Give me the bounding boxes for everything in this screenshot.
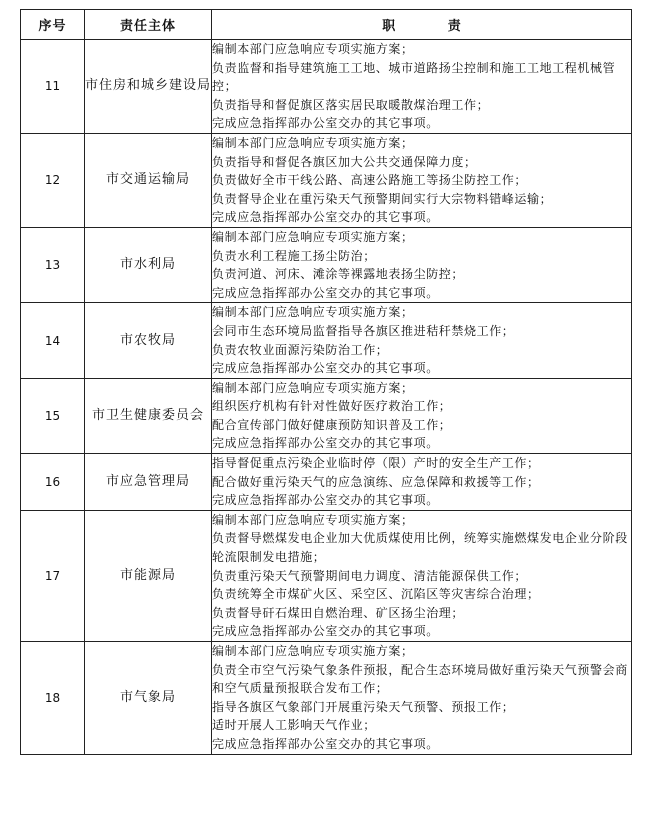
row-number: 12 <box>21 133 85 227</box>
duties-cell <box>212 133 632 227</box>
responsible-entity: 市气象局 <box>85 642 212 755</box>
duty-item: 负责指导和督促旗区落实居民取暖散煤治理工作； <box>212 97 490 112</box>
duty-item: 编制本部门应急响应专项实施方案； <box>212 229 414 244</box>
duty-item: 配合做好重污染天气的应急演练、应急保障和救援等工作； <box>212 474 540 489</box>
duty-item: 负责农牧业面源污染防治工作； <box>212 342 389 357</box>
header-duties <box>212 10 632 40</box>
duty-item: 完成应急指挥部办公室交办的其它事项。 <box>212 285 439 300</box>
duties-cell <box>212 303 632 378</box>
duty-item: 负责统筹全市煤矿火区、采空区、沉陷区等灾害综合治理； <box>212 587 540 602</box>
duty-table <box>20 9 632 755</box>
row-number: 11 <box>21 40 85 134</box>
duty-item: 编制本部门应急响应专项实施方案； <box>212 42 414 56</box>
table-row <box>21 133 632 227</box>
table-row <box>21 378 632 453</box>
duty-item: 负责水利工程施工扬尘防治； <box>212 248 376 263</box>
duty-item: 完成应急指挥部办公室交办的其它事项。 <box>212 361 439 376</box>
row-number: 16 <box>21 454 85 511</box>
duty-item: 完成应急指挥部办公室交办的其它事项。 <box>212 210 439 225</box>
duty-item: 会同市生态环境局监督指导各旗区推进秸秆禁烧工作； <box>212 323 515 338</box>
table-row <box>21 303 632 378</box>
header-entity-label: 责任主体 <box>119 19 176 34</box>
duty-item: 编制本部门应急响应专项实施方案； <box>212 644 414 658</box>
duties-cell <box>212 510 632 641</box>
header-duties-label: 职 责 <box>382 19 485 34</box>
row-number: 17 <box>21 510 85 641</box>
responsible-entity: 市水利局 <box>85 227 212 302</box>
duty-item: 负责做好全市干线公路、高速公路施工等扬尘防控工作； <box>212 173 528 188</box>
duty-item: 编制本部门应急响应专项实施方案； <box>212 380 414 395</box>
duties-cell <box>212 227 632 302</box>
responsible-entity: 市农牧局 <box>85 303 212 378</box>
duty-item: 负责监督和指导建筑施工工地、城市道路扬尘控制和施工工地工程机械管控； <box>212 60 616 94</box>
header-entity <box>85 10 212 40</box>
header-row <box>21 10 632 40</box>
duty-item: 负责指导和督促各旗区加大公共交通保障力度； <box>212 154 477 169</box>
row-number: 13 <box>21 227 85 302</box>
duty-item: 负责督导燃煤发电企业加大优质煤使用比例，统筹实施燃煤发电企业分阶段轮流限制发电措施； <box>212 531 628 565</box>
responsible-entity: 市交通运输局 <box>85 133 212 227</box>
responsible-entity: 市卫生健康委员会 <box>85 378 212 453</box>
duty-item: 负责督导企业在重污染天气预警期间实行大宗物料错峰运输； <box>212 191 553 206</box>
table-row <box>21 40 632 134</box>
duty-item: 组织医疗机构有针对性做好医疗救治工作； <box>212 399 452 414</box>
responsible-entity: 市应急管理局 <box>85 454 212 511</box>
table-row <box>21 642 632 755</box>
duty-item: 编制本部门应急响应专项实施方案； <box>212 305 414 320</box>
table-row <box>21 510 632 641</box>
row-number: 15 <box>21 378 85 453</box>
row-number: 14 <box>21 303 85 378</box>
header-no <box>21 10 85 40</box>
duty-item: 编制本部门应急响应专项实施方案； <box>212 512 414 527</box>
duty-item: 完成应急指挥部办公室交办的其它事项。 <box>212 624 439 639</box>
duties-cell <box>212 454 632 511</box>
header-no-label: 序号 <box>38 19 67 34</box>
duty-item: 编制本部门应急响应专项实施方案； <box>212 135 414 150</box>
duty-item: 完成应急指挥部办公室交办的其它事项。 <box>212 436 439 451</box>
duty-item: 指导督促重点污染企业临时停（限）产时的安全生产工作； <box>212 456 540 471</box>
duty-item: 配合宣传部门做好健康预防知识普及工作； <box>212 417 452 432</box>
responsible-entity: 市住房和城乡建设局 <box>85 40 212 134</box>
row-number: 18 <box>21 642 85 755</box>
responsible-entity: 市能源局 <box>85 510 212 641</box>
duties-cell <box>212 642 632 755</box>
duty-item: 适时开展人工影响天气作业； <box>212 718 376 733</box>
duties-cell <box>212 378 632 453</box>
table-row <box>21 227 632 302</box>
duty-item: 负责全市空气污染气象条件预报，配合生态环境局做好重污染天气预警会商和空气质量预报联合发布工作； <box>212 662 628 696</box>
duty-item: 负责重污染天气预警期间电力调度、清洁能源保供工作； <box>212 568 528 583</box>
duty-item: 完成应急指挥部办公室交办的其它事项。 <box>212 736 439 751</box>
table-row <box>21 454 632 511</box>
duties-cell <box>212 40 632 134</box>
duty-item: 负责督导矸石煤田自燃治理、矿区扬尘治理； <box>212 605 465 620</box>
duty-item: 完成应急指挥部办公室交办的其它事项。 <box>212 493 439 508</box>
duty-item: 负责河道、河床、滩涂等裸露地表扬尘防控； <box>212 267 465 282</box>
duty-item: 完成应急指挥部办公室交办的其它事项。 <box>212 116 439 131</box>
duty-item: 指导各旗区气象部门开展重污染天气预警、预报工作； <box>212 699 515 714</box>
